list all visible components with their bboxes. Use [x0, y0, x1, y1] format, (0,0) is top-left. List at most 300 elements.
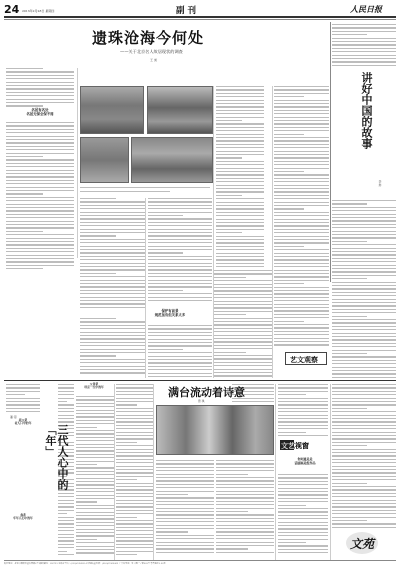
- text-line: [58, 547, 74, 548]
- text-line: [80, 349, 146, 350]
- text-line: [156, 545, 214, 546]
- text-line: [58, 415, 74, 416]
- text-line: [6, 391, 40, 392]
- date-line: 2013年2月28日 星期四: [22, 9, 55, 13]
- text-line: [76, 549, 114, 550]
- text-line: [332, 27, 396, 28]
- text-line: [278, 505, 306, 506]
- text-line: [80, 239, 146, 240]
- text-line: [58, 411, 74, 412]
- text-line: [80, 345, 146, 346]
- text-line: [216, 157, 242, 158]
- text-line: [216, 246, 264, 247]
- text-line: [332, 31, 396, 32]
- text-line: [216, 164, 264, 165]
- text-line: [6, 163, 74, 164]
- text-line: [332, 61, 396, 62]
- text-line: [274, 304, 329, 305]
- text-line: [6, 85, 74, 86]
- text-line: [274, 93, 329, 94]
- text-line: [274, 327, 329, 328]
- text-line: [80, 338, 146, 339]
- text-line: [274, 134, 304, 135]
- text-line: [216, 154, 264, 155]
- text-line: [6, 217, 74, 218]
- text-line: [148, 273, 212, 274]
- text-line: [76, 437, 114, 438]
- text-line: [216, 538, 274, 539]
- text-line: [332, 295, 396, 296]
- text-line: [274, 287, 329, 288]
- text-line: [76, 532, 114, 533]
- text-line: [216, 253, 264, 254]
- text-line: [274, 181, 329, 182]
- text-line: [332, 404, 396, 405]
- text-line: [116, 452, 154, 453]
- text-line: [148, 232, 212, 233]
- text-line: [332, 58, 396, 59]
- text-line: [216, 542, 274, 543]
- text-line: [80, 293, 146, 294]
- text-line: [332, 244, 396, 245]
- text-line: [6, 401, 40, 402]
- text-line: [216, 110, 264, 111]
- text-line: [274, 307, 329, 308]
- text-line: [274, 96, 304, 97]
- text-line: [332, 449, 396, 450]
- text-line: [76, 410, 114, 411]
- text-line: [58, 551, 67, 552]
- text-line: [116, 479, 137, 480]
- text-line: [6, 394, 25, 395]
- text-line: [76, 406, 114, 407]
- text-line: [76, 430, 114, 431]
- text-line: [216, 144, 264, 145]
- text-line: [216, 266, 264, 267]
- text-line: [274, 178, 329, 179]
- text-line: [6, 193, 43, 194]
- text-line: [80, 201, 146, 202]
- text-line: [216, 130, 264, 131]
- text-line: [216, 120, 242, 121]
- text-line: [80, 321, 146, 322]
- text-line: [148, 356, 212, 357]
- text-line: [274, 239, 329, 240]
- text-line: [216, 552, 274, 553]
- text-line: [332, 322, 396, 323]
- section-name: 副 刊: [176, 6, 196, 16]
- text-line: [80, 318, 116, 319]
- text-line: [76, 529, 114, 530]
- text-line: [274, 117, 329, 118]
- text-line: [148, 286, 212, 287]
- text-line: [76, 450, 114, 451]
- text-line: [332, 248, 396, 249]
- text-line: [332, 319, 396, 320]
- text-line: [214, 314, 246, 315]
- text-line: [216, 134, 264, 135]
- text-line: [116, 530, 154, 531]
- text-line: [216, 188, 264, 189]
- text-line: [216, 463, 274, 464]
- text-line: [274, 113, 329, 114]
- text-line: [214, 297, 272, 298]
- text-line: [332, 486, 396, 487]
- text-line: [332, 237, 396, 238]
- text-line: [6, 183, 74, 184]
- text-line: [216, 106, 264, 107]
- text-line: [216, 219, 264, 220]
- text-line: [116, 462, 154, 463]
- text-line: [6, 261, 74, 262]
- text-line: [274, 110, 329, 111]
- text-line: [332, 506, 396, 507]
- text-line: [332, 346, 396, 347]
- text-line: [148, 212, 212, 213]
- text-line: [216, 202, 264, 203]
- paper-name: 人民日报: [350, 5, 382, 14]
- text-line: [6, 204, 74, 205]
- text-line: [214, 345, 272, 346]
- text-line: [80, 218, 146, 219]
- text-line: [58, 517, 74, 518]
- text-line: [274, 232, 329, 233]
- text-line: [148, 335, 212, 336]
- text-line: [116, 418, 154, 419]
- text-line: [76, 420, 114, 421]
- text-line: [6, 241, 74, 242]
- text-line: [116, 445, 154, 446]
- text-line: [216, 178, 264, 179]
- text-line: [214, 287, 272, 288]
- text-line: [148, 256, 212, 257]
- text-line: [332, 523, 396, 524]
- text-line: [214, 290, 272, 291]
- text-line: [148, 332, 212, 333]
- text-line: [6, 244, 74, 245]
- text-line: [274, 280, 329, 281]
- main-article-byline: 王 昶: [150, 58, 157, 62]
- text-line: [332, 479, 396, 480]
- text-line: [76, 444, 114, 445]
- text-line: [148, 293, 212, 294]
- text-line: [80, 366, 146, 367]
- text-line: [332, 360, 396, 361]
- text-line: [274, 256, 329, 257]
- text-line: [332, 210, 396, 211]
- text-line: [76, 464, 97, 465]
- text-line: [6, 207, 74, 208]
- text-line: [216, 123, 264, 124]
- text-line: [216, 212, 264, 213]
- text-line: [116, 387, 154, 388]
- text-line: [214, 301, 272, 302]
- text-line: [76, 447, 114, 448]
- text-line: [214, 273, 272, 274]
- text-line: [116, 469, 154, 470]
- text-line: [332, 503, 396, 504]
- text-line: [214, 321, 272, 322]
- text-line: [148, 280, 212, 281]
- text-line: [274, 249, 329, 250]
- text-line: [6, 88, 74, 89]
- text-line: [216, 528, 274, 529]
- text-line: [332, 51, 396, 52]
- text-line: [332, 265, 396, 266]
- text-line: [116, 404, 137, 405]
- text-line: [6, 122, 74, 123]
- text-line: [214, 270, 272, 271]
- text-line: [148, 252, 183, 253]
- text-line: [6, 139, 74, 140]
- text-line: [116, 547, 154, 548]
- text-line: [6, 95, 74, 96]
- text-line: [216, 518, 274, 519]
- text-line: [116, 520, 154, 521]
- text-line: [80, 307, 146, 308]
- text-line: [116, 432, 154, 433]
- text-line: [76, 522, 114, 523]
- text-line: [332, 241, 367, 242]
- text-line: [116, 449, 154, 450]
- text-line: [216, 470, 274, 471]
- text-line: [6, 238, 74, 239]
- text-line: [216, 185, 264, 186]
- text-line: [278, 484, 328, 485]
- text-line: [332, 408, 367, 409]
- text-line: [80, 208, 146, 209]
- text-line: [80, 263, 146, 264]
- text-line: [332, 377, 396, 378]
- text-line: [278, 494, 328, 495]
- bottom-left-subhead-3: 我辈 年年人心中的年: [13, 513, 33, 521]
- text-line: [76, 491, 114, 492]
- text-line: [6, 180, 74, 181]
- text-line: [216, 548, 248, 549]
- text-line: [216, 256, 264, 257]
- text-line: [6, 149, 74, 150]
- text-line: [332, 343, 396, 344]
- text-line: [332, 34, 367, 35]
- text-line: [80, 297, 146, 298]
- right-column-divider: [330, 22, 331, 282]
- text-line: [58, 554, 74, 555]
- text-line: [6, 255, 74, 256]
- text-line: [274, 283, 304, 284]
- text-line: [278, 518, 328, 519]
- text-line: [278, 432, 306, 433]
- text-line: [332, 500, 396, 501]
- text-line: [116, 455, 154, 456]
- text-line: [80, 259, 146, 260]
- text-line: [148, 362, 212, 363]
- text-line: [80, 246, 146, 247]
- text-line: [216, 239, 264, 240]
- text-line: [6, 105, 43, 106]
- text-line: [116, 540, 154, 541]
- text-line: [332, 65, 396, 66]
- text-line: [116, 489, 154, 490]
- text-line: [274, 174, 329, 175]
- text-line: [148, 208, 212, 209]
- text-line: [332, 394, 396, 395]
- text-line: [6, 125, 74, 126]
- text-line: [156, 491, 214, 492]
- text-line: [156, 467, 214, 468]
- text-line: [6, 268, 43, 269]
- text-line: [274, 130, 329, 131]
- text-line: [274, 151, 329, 152]
- text-line: [274, 266, 329, 267]
- text-line: [80, 232, 146, 233]
- text-line: [6, 251, 74, 252]
- text-line: [116, 428, 154, 429]
- text-line: [274, 263, 329, 264]
- text-line: [332, 336, 396, 337]
- text-line: [214, 358, 272, 359]
- text-line: [148, 342, 212, 343]
- text-line: [332, 261, 396, 262]
- text-line: [6, 99, 74, 100]
- text-line: [216, 103, 264, 104]
- text-line: [332, 214, 396, 215]
- text-line: [332, 339, 396, 340]
- text-line: [274, 191, 329, 192]
- text-line: [214, 335, 272, 336]
- text-line: [332, 391, 396, 392]
- text-line: [216, 491, 274, 492]
- text-line: [58, 540, 74, 541]
- text-line: [116, 503, 154, 504]
- text-line: [332, 275, 396, 276]
- text-line: [58, 391, 74, 392]
- text-line: [332, 489, 396, 490]
- text-line: [6, 197, 74, 198]
- text-line: [58, 394, 74, 395]
- text-line: [76, 467, 114, 468]
- text-line: [332, 285, 396, 286]
- page-number: 24: [4, 3, 20, 16]
- text-line: [332, 370, 396, 371]
- text-line: [274, 106, 329, 107]
- text-line: [6, 71, 74, 72]
- text-line: [332, 517, 396, 518]
- text-line: [274, 86, 329, 87]
- text-line: [80, 372, 146, 373]
- text-line: [278, 501, 328, 502]
- text-line: [216, 147, 264, 148]
- text-line: [76, 515, 114, 516]
- text-line: [274, 120, 329, 121]
- text-line: [58, 513, 67, 514]
- text-line: [332, 384, 396, 385]
- text-line: [6, 170, 74, 171]
- text-line: [156, 474, 214, 475]
- text-line: [332, 356, 396, 357]
- text-line: [156, 528, 214, 529]
- text-line: [274, 324, 329, 325]
- text-line: [80, 256, 146, 257]
- text-line: [274, 157, 329, 158]
- text-line: [6, 75, 74, 76]
- text-line: [148, 201, 212, 202]
- text-line: [332, 258, 396, 259]
- poem-article-title: 满台流动着诗意: [168, 386, 245, 399]
- text-line: [332, 326, 396, 327]
- text-line: [278, 415, 328, 416]
- text-line: [148, 215, 183, 216]
- text-line: [76, 542, 114, 543]
- text-line: [58, 398, 74, 399]
- text-line: [216, 535, 274, 536]
- text-line: [76, 539, 97, 540]
- text-line: [216, 89, 264, 90]
- text-line: [216, 137, 264, 138]
- text-line: [232, 401, 274, 402]
- text-line: [332, 282, 396, 283]
- text-line: [148, 276, 212, 277]
- text-line: [76, 535, 114, 536]
- text-line: [216, 249, 264, 250]
- text-line: [216, 467, 274, 468]
- text-line: [80, 359, 146, 360]
- text-line: [148, 263, 212, 264]
- text-line: [116, 394, 154, 395]
- text-line: [76, 457, 114, 458]
- text-line: [216, 222, 264, 223]
- text-line: [332, 438, 396, 439]
- text-line: [274, 259, 329, 260]
- culture-column-label: 文艺视窗: [281, 442, 309, 450]
- text-line: [214, 352, 246, 353]
- text-line: [116, 384, 154, 385]
- text-line: [156, 497, 214, 498]
- text-line: [214, 341, 272, 342]
- text-line: [80, 369, 146, 370]
- text-line: [274, 222, 329, 223]
- text-line: [214, 284, 272, 285]
- text-line: [278, 425, 328, 426]
- text-line: [278, 498, 328, 499]
- text-line: [216, 113, 264, 114]
- bottom-left-byline: 潘 翎: [10, 415, 17, 419]
- text-line: [6, 398, 40, 399]
- text-line: [156, 531, 188, 532]
- text-line: [80, 225, 146, 226]
- text-line: [58, 408, 74, 409]
- text-line: [274, 317, 329, 318]
- text-line: [274, 297, 329, 298]
- text-line: [214, 294, 272, 295]
- text-line: [116, 472, 154, 473]
- text-line: [216, 225, 264, 226]
- text-line: [278, 549, 328, 550]
- text-line: [274, 276, 329, 277]
- text-line: [6, 210, 74, 211]
- text-line: [274, 321, 304, 322]
- text-line: [58, 520, 74, 521]
- text-line: [148, 225, 212, 226]
- text-line: [274, 344, 329, 345]
- text-line: [274, 168, 329, 169]
- text-line: [58, 404, 74, 405]
- text-line: [332, 527, 396, 528]
- text-line: [156, 508, 214, 509]
- text-line: [148, 297, 212, 298]
- text-line: [76, 512, 114, 513]
- text-line: [156, 525, 214, 526]
- text-line: [116, 534, 154, 535]
